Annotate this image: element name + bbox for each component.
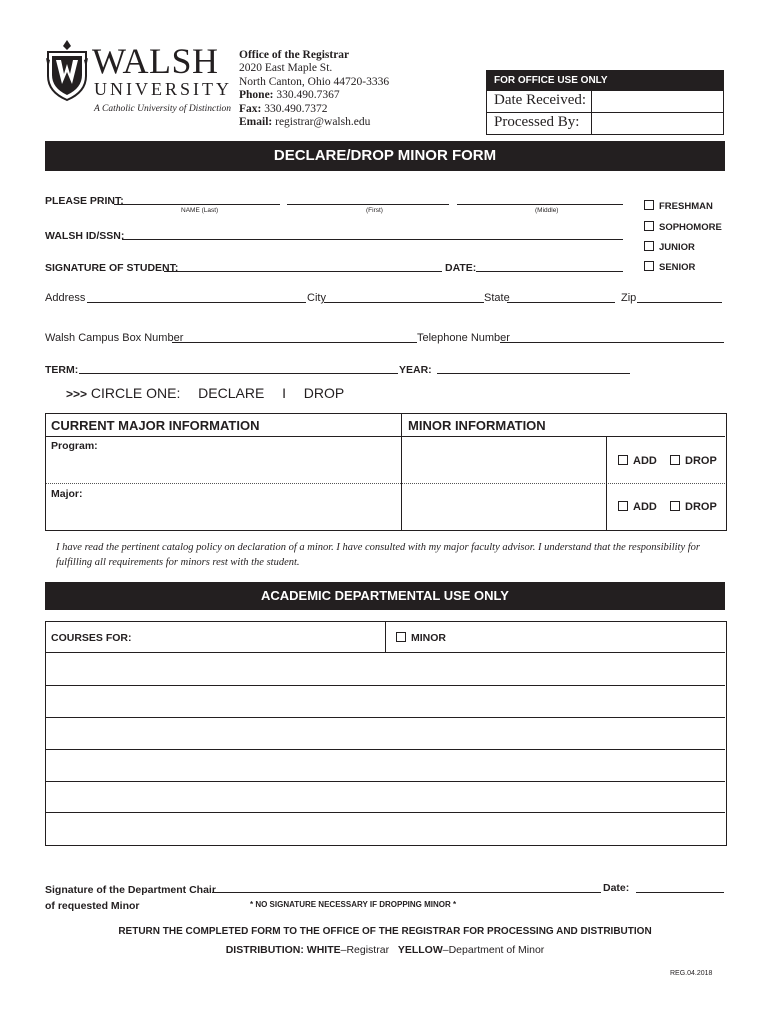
registrar-fax: 330.490.7372 <box>264 102 328 115</box>
year-sophomore[interactable] <box>644 221 722 233</box>
university-name-second-line: UNIVERSITY <box>94 79 232 99</box>
year-field[interactable] <box>437 373 630 374</box>
term-label: TERM: <box>45 364 79 376</box>
zip-field[interactable] <box>637 302 722 303</box>
year-junior-label: JUNIOR <box>659 242 695 253</box>
term-field[interactable] <box>79 373 398 374</box>
fax-label: Fax: <box>239 102 262 115</box>
state-label: State <box>484 292 510 304</box>
distribution-line <box>45 944 725 956</box>
minor-info-header: MINOR INFORMATION <box>408 418 546 433</box>
registrar-contact <box>239 49 389 129</box>
student-signature-label: SIGNATURE OF STUDENT: <box>45 262 179 274</box>
program-drop-checkbox[interactable] <box>670 455 717 467</box>
date-received-row <box>486 91 724 113</box>
zip-label: Zip <box>621 292 637 304</box>
last-name-caption: NAME (Last) <box>181 207 219 214</box>
registrar-phone-row <box>239 89 389 102</box>
course-row-rule <box>46 812 725 813</box>
student-date-label: DATE: <box>445 262 477 274</box>
processed-by-row <box>486 113 724 135</box>
year-junior[interactable] <box>644 241 695 253</box>
major-add-checkbox[interactable] <box>618 501 657 513</box>
middle-name-caption: (Middle) <box>535 207 559 214</box>
registrar-email: registrar@walsh.edu <box>275 116 371 129</box>
address-label: Address <box>45 292 86 304</box>
year-freshman-label: FRESHMAN <box>659 201 713 212</box>
drop-label: DROP <box>685 501 717 513</box>
minor-checkbox[interactable] <box>396 632 446 644</box>
processed-by-label: Processed By: <box>494 114 580 130</box>
course-row-rule <box>46 652 725 653</box>
university-name: WALSH <box>92 41 219 81</box>
middle-name-field[interactable] <box>457 204 623 205</box>
checkbox-icon <box>396 632 406 642</box>
chair-signature-line1: Signature of the Department Chair <box>45 884 216 896</box>
please-print-label: PLEASE PRINT: <box>45 195 124 207</box>
form-title: DECLARE/DROP MINOR FORM <box>45 141 725 171</box>
major-label: Major: <box>51 488 83 500</box>
course-row-rule <box>46 781 725 782</box>
office-use-header: FOR OFFICE USE ONLY <box>486 70 724 91</box>
program-add-checkbox[interactable] <box>618 455 657 467</box>
registrar-email-row <box>239 116 389 129</box>
year-freshman[interactable] <box>644 200 713 212</box>
chair-date-field[interactable] <box>636 892 724 893</box>
table-divider <box>401 413 402 530</box>
circle-one-label: CIRCLE ONE: <box>90 385 181 401</box>
student-signature-field[interactable] <box>164 271 442 272</box>
distribution-label: DISTRIBUTION: <box>225 944 304 956</box>
walsh-id-field[interactable] <box>122 239 623 240</box>
form-code: REG.04.2018 <box>670 970 713 977</box>
state-field[interactable] <box>507 302 615 303</box>
chair-signature-field[interactable] <box>212 892 601 893</box>
walsh-id-label: WALSH ID/SSN: <box>45 230 125 242</box>
program-label: Program: <box>51 440 98 452</box>
registrar-phone: 330.490.7367 <box>276 89 340 102</box>
checkbox-icon <box>644 200 654 210</box>
courses-header-divider <box>385 621 386 652</box>
course-row-rule <box>46 685 725 686</box>
chair-date-label: Date: <box>603 882 630 894</box>
first-name-field[interactable] <box>287 204 449 205</box>
yellow-copy: YELLOW <box>397 944 443 956</box>
year-sophomore-label: SOPHOMORE <box>659 222 722 233</box>
minor-label: MINOR <box>411 632 446 644</box>
year-label: YEAR: <box>399 364 432 376</box>
campus-box-field[interactable] <box>172 342 417 343</box>
registrar-street: 2020 East Maple St. <box>239 62 333 75</box>
dept-use-header: ACADEMIC DEPARTMENTAL USE ONLY <box>45 582 725 610</box>
table-header-rule <box>46 436 725 437</box>
yellow-copy-dest: –Department of Minor <box>442 944 545 956</box>
course-row-rule <box>46 749 725 750</box>
year-senior-label: SENIOR <box>659 262 696 273</box>
declare-option[interactable]: DECLARE <box>198 385 265 401</box>
first-name-caption: (First) <box>366 207 383 214</box>
university-tagline: A Catholic University of Distinction <box>94 104 232 114</box>
checkbox-icon <box>670 501 680 511</box>
white-copy: WHITE <box>306 944 341 956</box>
arrows-icon: >>> <box>66 387 88 401</box>
circle-one-row <box>66 385 344 401</box>
city-field[interactable] <box>324 302 484 303</box>
student-date-field[interactable] <box>476 271 623 272</box>
add-label: ADD <box>633 455 657 467</box>
date-received-label: Date Received: <box>494 92 587 108</box>
major-drop-checkbox[interactable] <box>670 501 717 513</box>
year-senior[interactable] <box>644 261 695 273</box>
checkbox-icon <box>644 261 654 271</box>
checkbox-icon <box>618 501 628 511</box>
drop-option[interactable]: DROP <box>303 385 345 401</box>
drop-label: DROP <box>685 455 717 467</box>
phone-label: Phone: <box>239 89 274 102</box>
course-row-rule <box>46 717 725 718</box>
university-logo <box>44 38 244 118</box>
add-label: ADD <box>633 501 657 513</box>
checkbox-icon <box>670 455 680 465</box>
policy-statement: I have read the pertinent catalog policy on declaration of a minor. I have consulted with my major faculty advisor. I understand that the responsibility for fulfilling all requirements for minors rest with the student. <box>56 542 701 568</box>
white-copy-dest: –Registrar <box>340 944 390 956</box>
registrar-fax-row <box>239 103 389 116</box>
telephone-field[interactable] <box>500 342 724 343</box>
current-major-header: CURRENT MAJOR INFORMATION <box>51 418 260 433</box>
chair-signature-line2: of requested Minor <box>45 900 140 912</box>
table-row-rule <box>46 483 725 484</box>
email-label: Email: <box>239 116 273 129</box>
registrar-office: Office of the Registrar <box>239 49 350 61</box>
no-signature-note: * NO SIGNATURE NECESSARY IF DROPPING MINOR * <box>250 900 457 909</box>
courses-for-label: COURSES FOR: <box>51 632 132 644</box>
university-crest-icon <box>44 38 90 102</box>
option-separator: I <box>282 385 286 401</box>
return-instructions: RETURN THE COMPLETED FORM TO THE OFFICE OF THE REGISTRAR FOR PROCESSING AND DISTRIBUTION <box>118 926 652 937</box>
registrar-city: North Canton, Ohio 44720-3336 <box>239 75 390 88</box>
address-field[interactable] <box>87 302 306 303</box>
telephone-label: Telephone Number <box>417 332 510 344</box>
checkbox-icon <box>644 241 654 251</box>
table-inner-divider <box>606 436 607 530</box>
chair-signature-label <box>45 882 216 914</box>
last-name-field[interactable] <box>114 204 280 205</box>
checkbox-icon <box>644 221 654 231</box>
city-label: City <box>307 292 326 304</box>
checkbox-icon <box>618 455 628 465</box>
campus-box-label: Walsh Campus Box Number <box>45 332 184 344</box>
office-use-box <box>486 70 724 135</box>
